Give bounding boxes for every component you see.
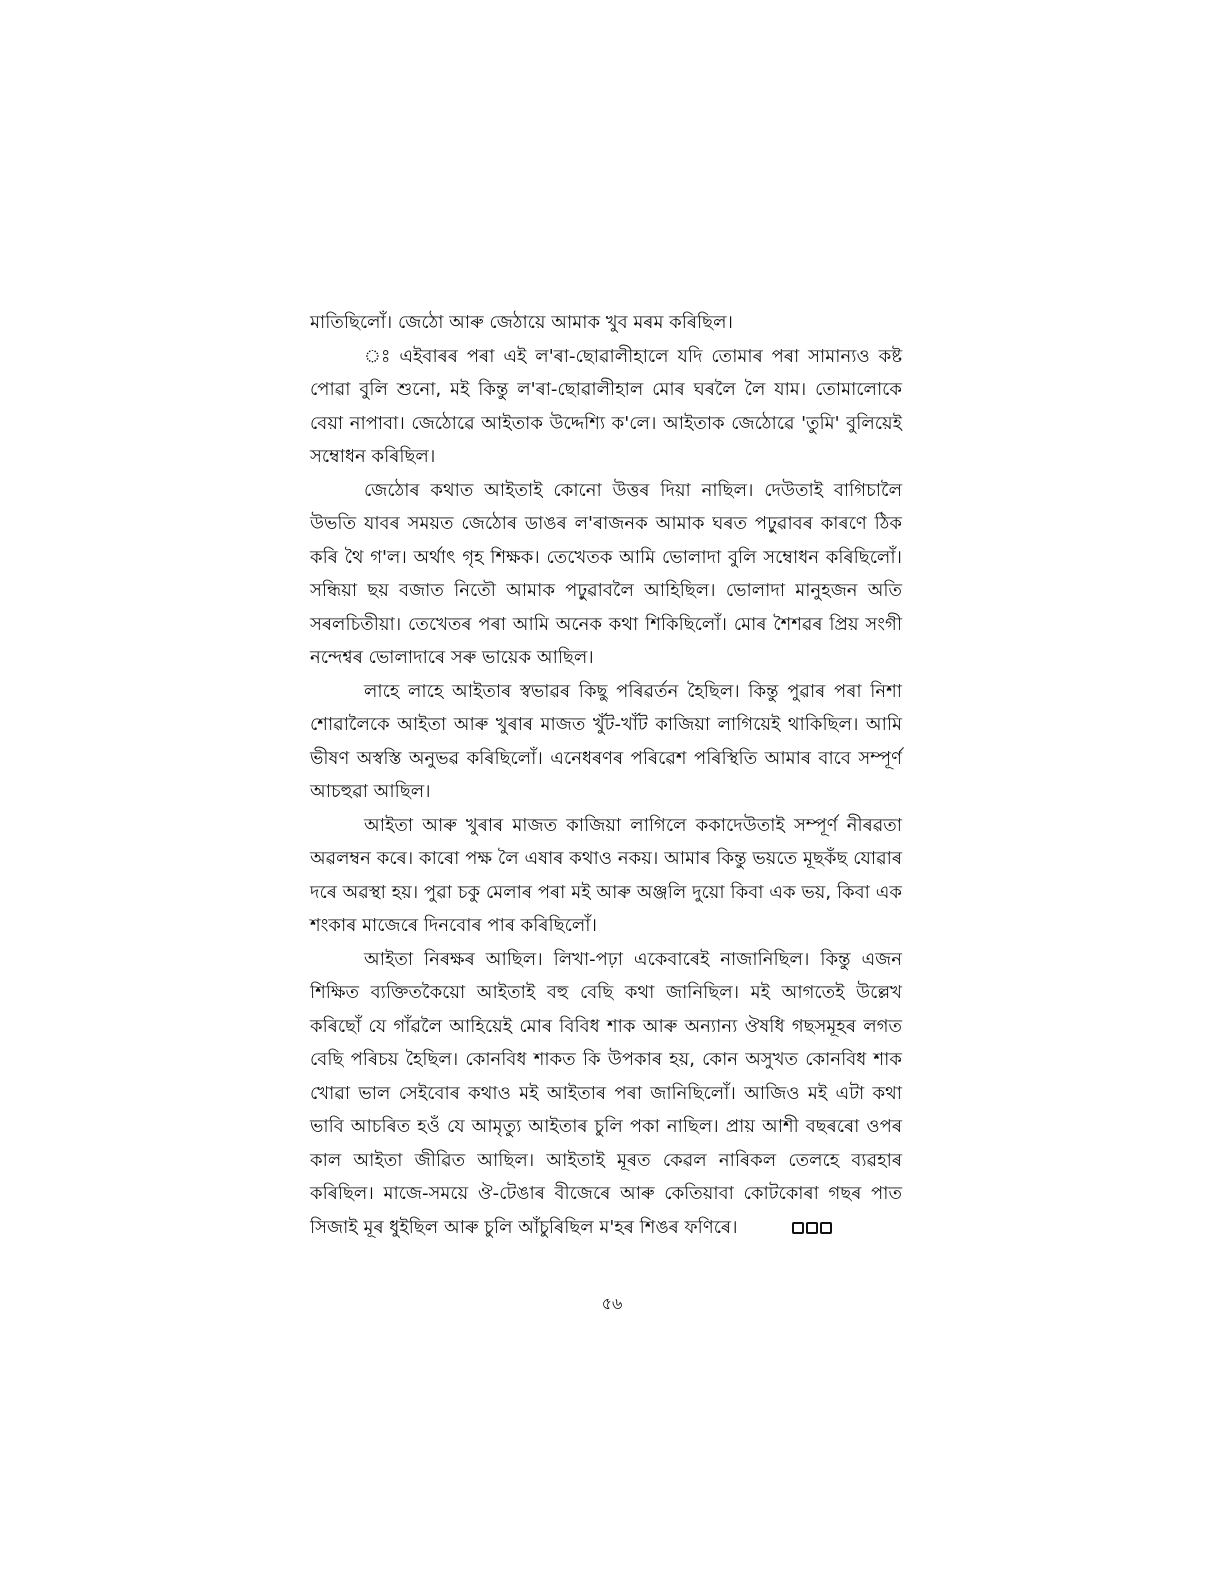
paragraph-continuation: মাতিছিলোঁ। জেঠো আৰু জেঠায়ে আমাক খুব মৰম কৰিছিল। bbox=[310, 312, 733, 333]
box-glyph-icon bbox=[820, 1222, 832, 1234]
paragraph-final-text: আইতা নিৰক্ষৰ আছিল। লিখা-পঢ়া একেবাৰেই নাজানিছিল। কিন্তু এজন শিক্ষিত ব্যক্তিতকৈয়ো আইতাই বহু বেছি কথা জানিছিল। মই আগতেই উল্লেখ কৰিছোঁ যে গাঁৱলৈ আহিয়েই মোৰ বিবিধ শাক আৰু অন্যান্য ঔষধি গছসমূহৰ লগত বেছি পৰিচয় হৈছিল। কোনবিধ শাকত কি উপকাৰ হয়, কোন অসুখত কোনবিধ শাক খোৱা ভাল সেইবোৰ কথাও মই আইতাৰ পৰা জানিছিলোঁ। আজিও মই এটা কথা ভাবি আচৰিত হওঁ যে আমৃত্যু আইতাৰ চুলি পকা নাছিল। প্ৰায় আশী বছৰৰো ওপৰ কাল আইতা জীৱিত আছিল। আইতাই মূৰত কেৱল নাৰিকল তেলহে ব্যৱহাৰ কৰিছিল। মাজে-সময়ে ঔ-টেঙাৰ বীজেৰে আৰু কেতিয়াবা কোটকোৰা গছৰ পাত সিজাই মূৰ ধুইছিল আৰু চুলি আঁচুৰিছিল ম'হৰ শিঙৰ ফণিৰে। bbox=[310, 948, 902, 1238]
paragraph-dialogue: ঃ এইবাৰৰ পৰা এই ল'ৰা-ছোৱালীহালে যদি তোমাৰ পৰা সামান্যও কষ্ট পোৱা বুলি শুনো, মই কিন্তু ল'ৰা-ছোৱালীহাল মোৰ ঘৰলৈ লৈ যাম। তোমালোকে বেয়া নাপাবা। জেঠোৱে আইতাক উদ্দেশ্যি ক'লে। আইতাক জেঠোৱে 'তুমি' বুলিয়েই সম্বোধন কৰিছিল। bbox=[310, 345, 902, 467]
box-glyph-icon bbox=[792, 1222, 804, 1234]
paragraph: আইতা আৰু খুৰাৰ মাজত কাজিয়া লাগিলে ককাদেউতাই সম্পূৰ্ণ নীৰৱতা অৱলম্বন কৰে। কাৰো পক্ষ লৈ এষাৰ কথাও নকয়। আমাৰ কিন্তু ভয়তে মূছকঁছ যোৱাৰ দৰে অৱস্থা হয়। পুৱা চকু মেলাৰ পৰা মই আৰু অঞ্জলি দুয়ো কিবা এক ভয়, কিবা এক শংকাৰ মাজেৰে দিনবোৰ পাৰ কৰিছিলোঁ। bbox=[310, 814, 902, 936]
end-of-chapter-mark bbox=[738, 1211, 834, 1245]
box-glyph-icon bbox=[806, 1222, 818, 1234]
page-number: ৫৬ bbox=[601, 1294, 623, 1313]
paragraph: জেঠোৰ কথাত আইতাই কোনো উত্তৰ দিয়া নাছিল। দেউতাই বাগিচালৈ উভতি যাবৰ সময়ত জেঠোৰ ডাঙৰ ল'ৰাজনক আমাক ঘৰত পঢ়ুৱাবৰ কাৰণে ঠিক কৰি থৈ গ'ল। অৰ্থাৎ গৃহ শিক্ষক। তেখেতক আমি ভোলাদা বুলি সম্বোধন কৰিছিলোঁ। সন্ধিয়া ছয় বজাত নিতৌ আমাক পঢ়ুৱাবলৈ আহিছিল। ভোলাদা মানুহজন অতি সৰলচিতীয়া। তেখেতৰ পৰা আমি অনেক কথা শিকিছিলোঁ। মোৰ শৈশৱৰ প্ৰিয় সংগী নন্দেশ্বৰ ভোলাদাৰে সৰু ভায়েক আছিল। bbox=[310, 479, 902, 668]
paragraph: লাহে লাহে আইতাৰ স্বভাৱৰ কিছু পৰিৱৰ্তন হৈছিল। কিন্তু পুৱাৰ পৰা নিশা শোৱালৈকে আইতা আৰু খুৰাৰ মাজত খুঁট-খাঁট কাজিয়া লাগিয়েই থাকিছিল। আমি ভীষণ অস্বস্তি অনুভৱ কৰিছিলোঁ। এনেধৰণৰ পৰিৱেশ পৰিস্থিতি আমাৰ বাবে সম্পূৰ্ণ আচহুৱা আছিল। bbox=[310, 680, 902, 802]
paragraph-final bbox=[310, 943, 902, 1245]
body-text bbox=[310, 306, 902, 1244]
